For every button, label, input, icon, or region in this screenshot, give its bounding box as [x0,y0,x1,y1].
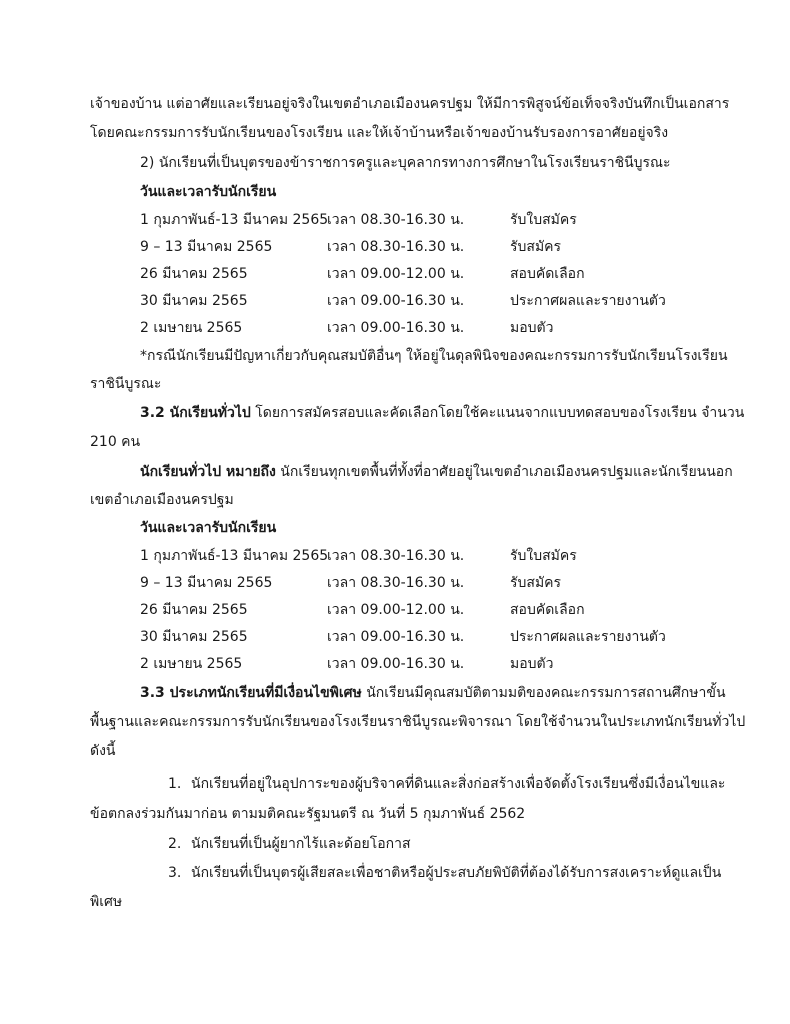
schedule-date: 1 กุมภาพันธ์-13 มีนาคม 2565 [140,212,329,228]
schedule-activity: รับใบสมัคร [510,212,577,228]
schedule-time: เวลา 09.00-16.30 น. [327,320,465,336]
schedule-activity: มอบตัว [510,320,554,336]
definition-text: นักเรียนทุกเขตพื้นที่ทั้งที่อาศัยอยู่ในเขตอำเภอเมืองนครปฐมและนักเรียนนอก [275,464,733,480]
list-item-text: นักเรียนที่อยู่ในอุปการะของผู้บริจาคที่ดินและสิ่งก่อสร้างเพื่อจัดตั้งโรงเรียนซึ่งมีเงื่อนไขและ [191,776,726,792]
section-3-2-paragraph [140,404,744,422]
schedule-time: เวลา 09.00-12.00 น. [327,266,465,282]
schedule-activity: ประกาศผลและรายงานตัว [510,293,666,309]
schedule-time: เวลา 09.00-12.00 น. [327,602,465,618]
schedule-time: เวลา 08.30-16.30 น. [327,575,465,591]
note-line-2: ราชินีบูรณะ [90,376,162,392]
section-3-2-text: โดยการสมัครสอบและคัดเลือกโดยใช้คะแนนจากแบบทดสอบของโรงเรียน จำนวน [250,405,745,421]
schedule-activity: รับใบสมัคร [510,548,577,564]
schedule-time: เวลา 08.30-16.30 น. [327,548,465,564]
schedule-date: 26 มีนาคม 2565 [140,602,248,618]
intro-line-2: โดยคณะกรรมการรับนักเรียนของโรงเรียน และให้เจ้าบ้านหรือเจ้าของบ้านรับรองการอาศัยอยู่จริง [90,125,669,141]
schedule-activity: ประกาศผลและรายงานตัว [510,629,666,645]
schedule-date: 30 มีนาคม 2565 [140,629,248,645]
schedule-date: 9 – 13 มีนาคม 2565 [140,575,273,591]
schedule-time: เวลา 08.30-16.30 น. [327,239,465,255]
definition-heading: นักเรียนทั่วไป หมายถึง [140,464,276,480]
schedule-activity: สอบคัดเลือก [510,266,585,282]
intro-item-2: 2) นักเรียนที่เป็นบุตรของข้าราชการครูและบุคลากรทางการศึกษาในโรงเรียนราชินีบูรณะ [140,155,671,171]
list-item-number: 1. [168,776,182,792]
schedule-time: เวลา 09.00-16.30 น. [327,629,465,645]
schedule-date: 1 กุมภาพันธ์-13 มีนาคม 2565 [140,548,329,564]
schedule-date: 9 – 13 มีนาคม 2565 [140,239,273,255]
schedule-date: 2 เมษายน 2565 [140,656,243,672]
list-item-number: 2. [168,836,182,852]
list-item-text-continued: พิเศษ [90,894,123,910]
intro-line-1: เจ้าของบ้าน แต่อาศัยและเรียนอยู่จริงในเขตอำเภอเมืองนครปฐม ให้มีการพิสูจน์ข้อเท็จจริงบันทึกเป็นเอกสาร [90,96,730,112]
schedule-1-heading: วันและเวลารับนักเรียน [140,184,277,200]
section-3-2-heading: 3.2 นักเรียนทั่วไป [140,405,251,421]
schedule-date: 26 มีนาคม 2565 [140,266,248,282]
section-3-3-text-3: ดังนี้ [90,743,116,759]
schedule-time: เวลา 08.30-16.30 น. [327,212,465,228]
list-item-text: นักเรียนที่เป็นผู้ยากไร้และด้อยโอกาส [191,836,411,852]
section-3-3-text: นักเรียนมีคุณสมบัติตามมติของคณะกรรมการสถานศึกษาขั้น [361,685,726,701]
list-item-number: 3. [168,865,182,881]
schedule-time: เวลา 09.00-16.30 น. [327,293,465,309]
schedule-activity: มอบตัว [510,656,554,672]
section-3-3-paragraph [140,684,726,702]
schedule-activity: รับสมัคร [510,239,562,255]
schedule-date: 30 มีนาคม 2565 [140,293,248,309]
schedule-2-heading: วันและเวลารับนักเรียน [140,520,277,536]
note-line-1: *กรณีนักเรียนมีปัญหาเกี่ยวกับคุณสมบัติอื่นๆ ให้อยู่ในดุลพินิจของคณะกรรมการรับนักเรียนโรงเรียน [140,348,728,364]
definition-text-2: เขตอำเภอเมืองนครปฐม [90,492,234,508]
schedule-activity: สอบคัดเลือก [510,602,585,618]
schedule-activity: รับสมัคร [510,575,562,591]
list-item-text-continued: ข้อตกลงร่วมกันมาก่อน ตามมติคณะรัฐมนตรี ณ วันที่ 5 กุมภาพันธ์ 2562 [90,806,526,822]
list-item-text: นักเรียนที่เป็นบุตรผู้เสียสละเพื่อชาติหรือผู้ประสบภัยพิบัติที่ต้องได้รับการสงเคราะห์ดูแลเป็น [191,865,722,881]
schedule-time: เวลา 09.00-16.30 น. [327,656,465,672]
schedule-date: 2 เมษายน 2565 [140,320,243,336]
section-3-3-heading: 3.3 ประเภทนักเรียนที่มีเงื่อนไขพิเศษ [140,685,362,701]
section-3-3-text-2: พื้นฐานและคณะกรรมการรับนักเรียนของโรงเรียนราชินีบูรณะพิจารณา โดยใช้จำนวนในประเภทนักเรียนทั่วไป [90,714,746,730]
section-3-2-text-2: 210 คน [90,434,141,450]
general-student-definition [140,463,733,481]
